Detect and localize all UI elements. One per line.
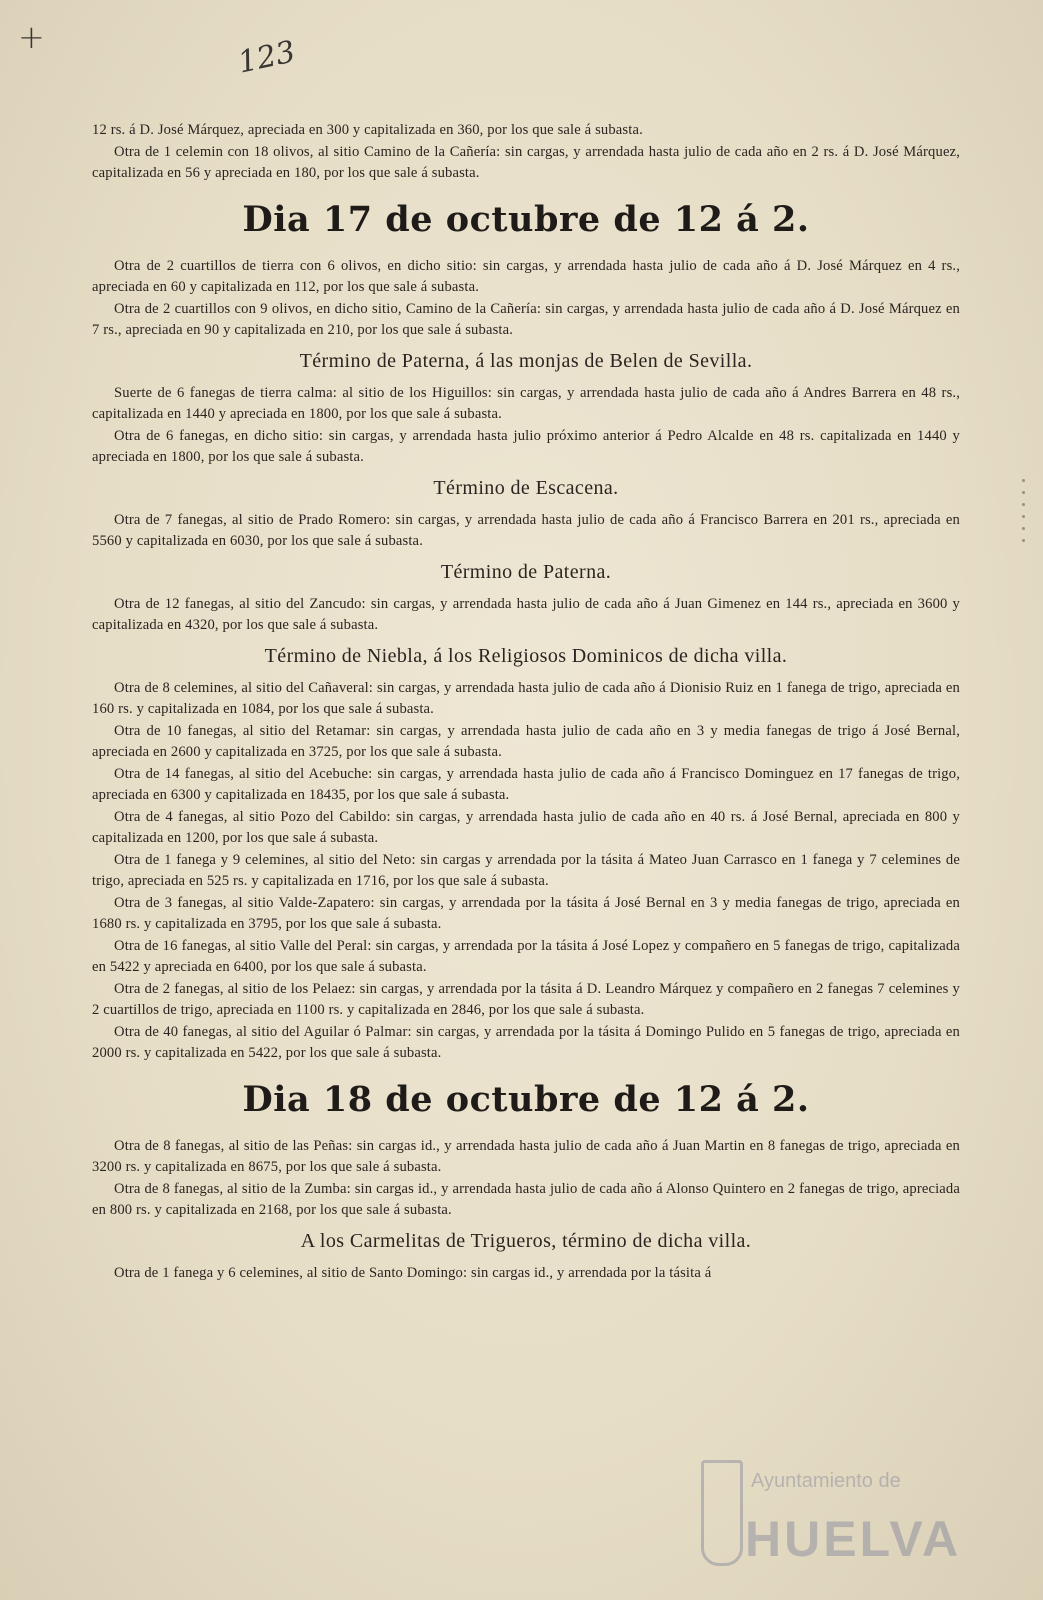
stamp-line-2: HUELVA bbox=[745, 1511, 962, 1567]
lot-paragraph: Otra de 14 fanegas, al sitio del Acebuche: sin cargas, y arrendada hasta julio de cada año á Francisco Dominguez en 17 fanegas de trigo, apreciada en 6300 y capitalizada en 18435, por los que sale á subasta. bbox=[92, 765, 960, 803]
lot-paragraph: Otra de 8 fanegas, al sitio de la Zumba: sin cargas id., y arrendada hasta julio de cada año á Alonso Quintero en 2 fanegas de trigo, apreciada en 800 rs. y capitalizada en 2168, por los que sale á subasta. bbox=[92, 1180, 960, 1218]
lot-paragraph: Otra de 3 fanegas, al sitio Valde-Zapatero: sin cargas, y arrendada por la tásita á José Bernal en 3 y media fanegas de trigo, apreciada en 1680 rs. y capitalizada en 3795, por los que sale á subasta. bbox=[92, 894, 960, 932]
lot-paragraph: Otra de 1 fanega y 6 celemines, al sitio de Santo Domingo: sin cargas id., y arrendada por la tásita á bbox=[114, 1264, 712, 1281]
lot-paragraph: Otra de 1 celemin con 18 olivos, al sitio Camino de la Cañería: sin cargas, y arrendada hasta julio de cada año en 2 rs. á D. José Márquez, capitalizada en 56 y apreciada en 180, por los que sale á subasta. bbox=[92, 143, 960, 181]
section-heading: Término de Niebla, á los Religiosos Dominicos de dicha villa. bbox=[264, 644, 788, 667]
handwritten-plus-mark: + bbox=[18, 18, 45, 56]
lot-paragraph: Otra de 1 fanega y 9 celemines, al sitio del Neto: sin cargas y arrendada por la tásita á Mateo Juan Carrasco en 1 fanega y 7 celemines de trigo, apreciada en 525 rs. y capitalizada en 1716, por los que sale á subasta. bbox=[92, 851, 960, 889]
lot-paragraph: Otra de 8 fanegas, al sitio de las Peñas: sin cargas id., y arrendada hasta julio de cada año á Juan Martin en 8 fanegas de trigo, apreciada en 3200 rs. y capitalizada en 8675, por los que sale á subasta. bbox=[92, 1137, 960, 1175]
lot-paragraph: Otra de 12 fanegas, al sitio del Zancudo: sin cargas, y arrendada hasta julio de cada año á Juan Gimenez en 144 rs., apreciada en 3600 y capitalizada en 4320, por los que sale á subasta. bbox=[92, 595, 960, 633]
section-heading: A los Carmelitas de Trigueros, término de dicha villa. bbox=[300, 1229, 752, 1252]
section-heading: Término de Paterna, á las monjas de Belen de Sevilla. bbox=[299, 349, 753, 372]
lot-paragraph: Otra de 4 fanegas, al sitio Pozo del Cabildo: sin cargas, y arrendada hasta julio de cada año en 40 rs. á José Bernal, apreciada en 800 y capitalizada en 1200, por los que sale á subasta. bbox=[92, 808, 960, 846]
lot-paragraph: 12 rs. á D. José Márquez, apreciada en 300 y capitalizada en 360, por los que sale á subasta. bbox=[92, 122, 643, 138]
section-heading: Término de Paterna. bbox=[440, 560, 612, 583]
day-heading: Dia 18 de octubre de 12 á 2. bbox=[242, 1078, 810, 1120]
lot-paragraph: Otra de 8 celemines, al sitio del Cañaveral: sin cargas, y arrendada hasta julio de cada año á Dionisio Ruiz en 1 fanega de trigo, apreciada en 160 rs. y capitalizada en 1084, por los que sale á subasta. bbox=[92, 679, 960, 717]
lot-paragraph: Otra de 2 cuartillos con 9 olivos, en dicho sitio, Camino de la Cañería: sin cargas, y arrendada hasta julio de cada año á D. José Márquez en 7 rs., apreciada en 90 y capitalizada en 210, por los que sale á subasta. bbox=[92, 300, 960, 338]
lot-paragraph: Otra de 10 fanegas, al sitio del Retamar: sin cargas, y arrendada hasta julio de cada año en 3 y media fanegas de trigo á José Bernal, apreciada en 2600 y capitalizada en 3725, por los que sale á subasta. bbox=[92, 722, 960, 760]
handwritten-page-number: 123 bbox=[234, 34, 299, 81]
paper-edge-marks bbox=[1019, 470, 1029, 590]
lot-paragraph: Otra de 2 fanegas, al sitio de los Pelaez: sin cargas, y arrendada por la tásita á D. Leandro Márquez y compañero en 2 fanegas 7 celemines y 2 cuartillos de trigo, apreciada en 1100 rs. y capitalizada en 2846, por los que sale á subasta. bbox=[92, 980, 960, 1018]
document-text-body bbox=[92, 120, 960, 1284]
coat-of-arms-icon bbox=[701, 1460, 743, 1566]
lot-paragraph: Otra de 2 cuartillos de tierra con 6 olivos, en dicho sitio: sin cargas, y arrendada hasta julio de cada año á D. José Márquez en 4 rs., apreciada en 60 y capitalizada en 112, por los que sale á subasta. bbox=[92, 257, 960, 295]
stamp-line-1: Ayuntamiento de bbox=[751, 1470, 901, 1492]
lot-paragraph: Otra de 7 fanegas, al sitio de Prado Romero: sin cargas, y arrendada hasta julio de cada año á Francisco Barrera en 201 rs., apreciada en 5560 y capitalizada en 6030, por los que sale á subasta. bbox=[92, 511, 960, 549]
lot-paragraph: Otra de 40 fanegas, al sitio del Aguilar ó Palmar: sin cargas, y arrendada por la tásita á Domingo Pulido en 5 fanegas de trigo, apreciada en 2000 rs. y capitalizada en 5422, por los que sale á subasta. bbox=[92, 1023, 960, 1061]
section-heading: Término de Escacena. bbox=[433, 476, 619, 499]
lot-paragraph: Suerte de 6 fanegas de tierra calma: al sitio de los Higuillos: sin cargas, y arrendada hasta julio de cada año á Andres Barrera en 48 rs., capitalizada en 1440 y apreciada en 1800, por los que sale á subasta. bbox=[92, 384, 960, 422]
day-heading: Dia 17 de octubre de 12 á 2. bbox=[242, 198, 810, 240]
archive-watermark-stamp bbox=[743, 1452, 962, 1592]
lot-paragraph: Otra de 16 fanegas, al sitio Valle del Peral: sin cargas, y arrendada por la tásita á José Lopez y compañero en 5 fanegas de trigo, capitalizada en 5422 y apreciada en 6400, por los que sale á subasta. bbox=[92, 937, 960, 975]
lot-paragraph: Otra de 6 fanegas, en dicho sitio: sin cargas, y arrendada hasta julio próximo anterior á Pedro Alcalde en 48 rs. capitalizada en 1440 y apreciada en 1800, por los que sale á subasta. bbox=[92, 427, 960, 465]
